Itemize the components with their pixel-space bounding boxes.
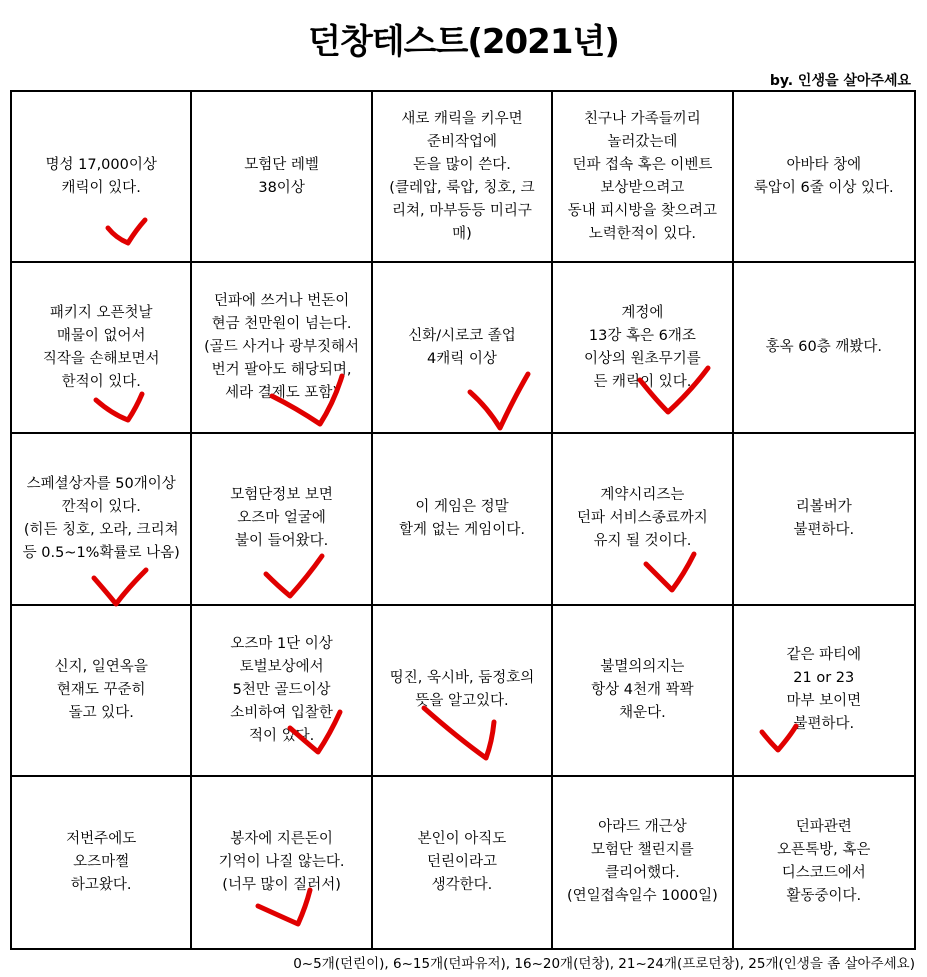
bingo-cell-25[interactable]: 던파관련 오픈톡방, 혹은 디스코드에서 활동중이다. (777, 819, 871, 905)
bingo-cell-23[interactable]: 본인이 아직도 던린이라고 생각한다. (373, 777, 553, 948)
bingo-cell-16[interactable]: 신지, 일연옥을 현재도 꾸준히 돌고 있다. (12, 606, 192, 777)
bingo-cell-17[interactable]: 오즈마 1단 이상 토벌보상에서 5천만 골드이상 소비하여 입찰한 적이 있다. (192, 606, 372, 777)
bingo-cell-15[interactable]: 리볼버가 불편하다. (734, 434, 914, 605)
page-title: 던창테스트(2021년) (308, 22, 619, 62)
bingo-cell-19[interactable]: 불멸의의지는 항상 4천개 꽉꽉 채운다. (553, 606, 733, 777)
bingo-cell-11[interactable]: 스페셜상자를 50개이상 깐적이 있다. (히든 칭호, 오라, 크리쳐 등 0.5~1%확률로 나옴) (12, 434, 192, 605)
bingo-cell-4[interactable]: 친구나 가족들끼리 놀러갔는데 던파 접속 혹은 이벤트 보상받으려고 동내 피시방을 찾으려고 노력한적이 있다. (553, 92, 733, 263)
bingo-cell-8[interactable]: 신화/시로코 졸업 4캐릭 이상 (373, 263, 553, 434)
bingo-cell-3[interactable]: 새로 캐릭을 키우면 준비작업에 돈을 많이 쓴다. (클레압, 룩압, 칭호, 크 리쳐, 마부등등 미리구 매) (373, 92, 553, 263)
bingo-cell-21[interactable]: 저번주에도 오즈마쩔 하고왔다. (12, 777, 192, 948)
bingo-cell-18[interactable]: 띵진, 욱시바, 둠정호의 뜻을 알고있다. (373, 606, 553, 777)
bingo-cell-20[interactable]: 같은 파티에 21 or 23 마부 보이면 불편하다. (734, 606, 914, 777)
bingo-cell-22[interactable]: 봉자에 지른돈이 기억이 나질 않는다. (너무 많이 질러서) (192, 777, 372, 948)
bingo-cell-13[interactable]: 이 게임은 정말 할게 없는 게임이다. (373, 434, 553, 605)
bingo-cell-6[interactable]: 패키지 오픈첫날 매물이 없어서 직작을 손해보면서 한적이 있다. (12, 263, 192, 434)
scoring-legend: 0~5개(던린이), 6~15개(던파유저), 16~20개(던창), 21~24개(프로던창), 25개(인생을 좀 살아주세요) (293, 956, 915, 972)
bingo-cell-12[interactable]: 모험단정보 보면 오즈마 얼굴에 불이 들어왔다. (192, 434, 372, 605)
bingo-cell-14[interactable]: 계약시리즈는 던파 서비스종료까지 유지 될 것이다. (553, 434, 733, 605)
bingo-cell-9[interactable]: 계정에 13강 혹은 6개조 이상의 원초무기를 든 캐릭이 있다. (553, 263, 733, 434)
bingo-cell-10[interactable]: 홍옥 60층 깨봤다. (734, 263, 914, 434)
bingo-cell-7[interactable]: 던파에 쓰거나 번돈이 현금 천만원이 넘는다. (골드 사거나 광부짓해서 번거 팔아도 해당되며, 세라 결제도 포함) (192, 263, 372, 434)
bingo-cell-1[interactable]: 명성 17,000이상 캐릭이 있다. (12, 92, 192, 263)
bingo-cell-5[interactable]: 아바타 창에 룩압이 6줄 이상 있다. (734, 92, 914, 263)
bingo-cell-24[interactable]: 아라드 개근상 모험단 챌린지를 클리어했다. (연일접속일수 1000일) (553, 777, 733, 948)
bingo-grid (10, 90, 916, 950)
bingo-cell-2[interactable]: 모험단 레벨 38이상 (192, 92, 372, 263)
byline: by. 인생을 살아주세요 (769, 73, 911, 89)
